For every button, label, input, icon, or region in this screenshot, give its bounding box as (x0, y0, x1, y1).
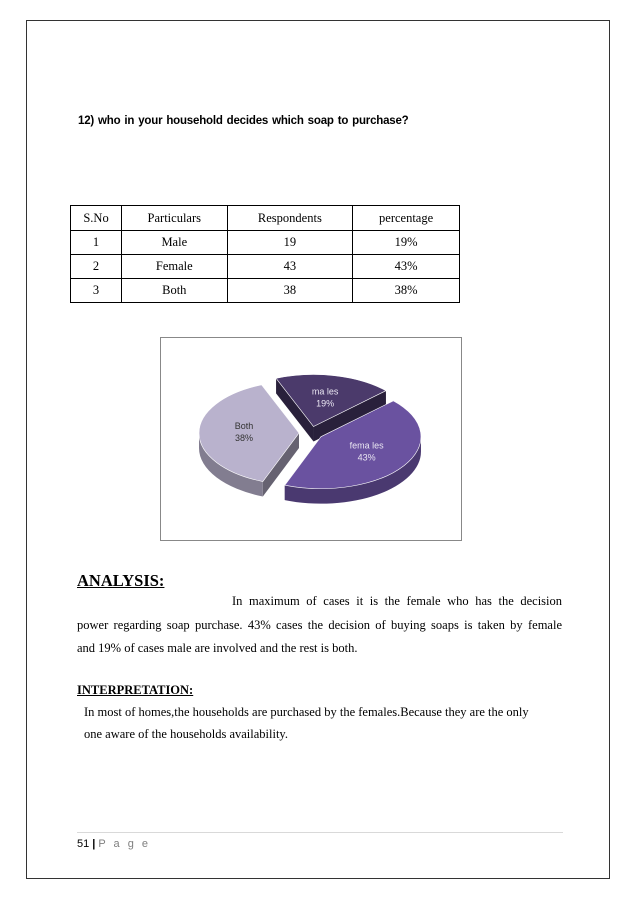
respondents-table (70, 205, 460, 303)
interpretation-heading: INTERPRETATION: (77, 683, 194, 697)
table-cell: 1 (71, 231, 122, 255)
pie-slice-label: ma les (311, 386, 339, 397)
page-number: 51 (77, 838, 90, 850)
table-cell: 3 (71, 279, 122, 303)
pie-slice-label: 19% (316, 398, 335, 409)
table-cell: Both (122, 279, 227, 303)
table-cell: 2 (71, 255, 122, 279)
table-row (71, 279, 460, 303)
table-header-row (71, 206, 460, 231)
interpretation-text-line: one aware of the households availability. (84, 727, 288, 741)
table-cell: 19 (227, 231, 353, 255)
pie-slice-label: Both (234, 421, 254, 432)
table-cell: 19% (353, 231, 460, 255)
table-header-cell: S.No (71, 206, 122, 231)
table-header-cell: Particulars (122, 206, 227, 231)
table-cell: 43% (353, 255, 460, 279)
analysis-text-line: power regarding soap purchase. 43% cases the decision of buying soaps is taken by female (77, 618, 562, 632)
pie-slice-label: fema les (349, 440, 384, 451)
pie-chart-svg (161, 338, 461, 540)
analysis-text-line: In maximum of cases it is the female who has the decision (232, 594, 562, 608)
table-cell: Male (122, 231, 227, 255)
table-header-cell: percentage (353, 206, 460, 231)
pie-slice-label: 38% (234, 433, 254, 444)
table-cell: 38% (353, 279, 460, 303)
pie-chart (160, 337, 462, 541)
table-cell: 43 (227, 255, 353, 279)
table-cell: Female (122, 255, 227, 279)
footer-separator: | (92, 838, 96, 850)
question-heading: 12) who in your household decides which soap to purchase? (78, 115, 409, 127)
analysis-heading: ANALYSIS: (77, 571, 165, 590)
table-cell: 38 (227, 279, 353, 303)
analysis-text-line: and 19% of cases male are involved and the rest is both. (77, 641, 358, 655)
page-footer (77, 838, 151, 850)
table-row (71, 255, 460, 279)
page-label: P a g e (98, 838, 151, 850)
interpretation-text-line: In most of homes,the households are purchased by the females.Because they are the only (84, 705, 529, 719)
table-header-cell: Respondents (227, 206, 353, 231)
pie-slice-label: 43% (357, 452, 376, 463)
footer-divider (77, 832, 563, 833)
table-row (71, 231, 460, 255)
